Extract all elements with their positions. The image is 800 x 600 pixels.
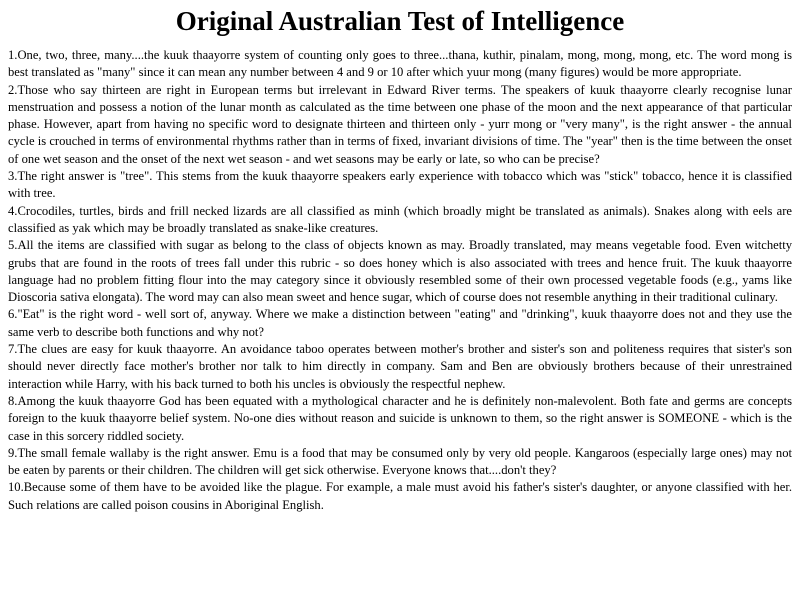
answer-item-10: 10.Because some of them have to be avoided like the plague. For example, a male must avoid his father's sister's daughter, or anyone classified with her. Such relations are called poison cousins in Aboriginal English. xyxy=(8,480,792,512)
answer-item-9: 9.The small female wallaby is the right answer. Emu is a food that may be consumed only by very old people. Kangaroos (especially large ones) may not be eaten by parents or their children. The children will get sick otherwise. Everyone knows that....don't they? xyxy=(8,445,792,478)
page-title: Original Australian Test of Intelligence xyxy=(175,6,625,36)
answer-item-7: 7.The clues are easy for kuuk thaayorre. An avoidance taboo operates between mother's brother and sister's son and politeness requires that sister's son should never directly face mother's brother nor talk to him directly in company. Sam and Ben are obviously brothers because of their unrestrained interaction while Harry, with his back turned to both his uncles is obviously the respectful nephew. xyxy=(8,342,792,391)
answer-item-4: 4.Crocodiles, turtles, birds and frill necked lizards are all classified as minh (which broadly might be translated as animals). Snakes along with eels are classified as yak which may be broadly translated as snake-like creatures. xyxy=(8,203,792,235)
answer-item-5: 5.All the items are classified with sugar as belong to the class of objects known as may. Broadly translated, may means vegetable food. Even witchetty grubs that are found in the roots of trees fall under this rubric - so does honey which is also associated with trees and hence fruit. The kuuk thaayorre language had no problem fitting flour into the may category since it obviously resembled some of their own processed vegetable foods (e.g., yams like Dioscoria sativa elongata). The word may can also mean sweet and hence sugar, which of course does not resemble anything in their traditional culinary. xyxy=(8,238,792,305)
answer-item-3: 3.The right answer is "tree". This stems from the kuuk thaayorre speakers early experience with tobacco which was "stick" tobacco, hence it is classified with tree. xyxy=(8,169,792,201)
answer-item-6: 6."Eat" is the right word - well sort of, anyway. Where we make a distinction between "eating" and "drinking", kuuk thaayorre does not and they use the same verb to describe both functions and why not? xyxy=(8,307,792,339)
answer-item-2: 2.Those who say thirteen are right in European terms but irrelevant in Edward River terms. The speakers of kuuk thaayorre clearly recognise lunar menstruation and possess a notion of the lunar month as calculated as the time between one phase of the moon and the next appearance of that particular phase. However, apart from having no specific word to designate thirteen and thirteen only - yurr mong or "very many", is the right answer - the annual cycle is crouched in terms of environmental rhythms rather than in terms of fixed, invariant divisions of time. The "year" then is the time between the onset of one wet season and the onset of the next wet season - and wet seasons may be early or late, so who can be precise? xyxy=(8,82,792,166)
answer-list xyxy=(8,47,792,514)
answer-item-8: 8.Among the kuuk thaayorre God has been equated with a mythological character and he is definitely non-malevolent. Both fate and germs are concepts foreign to the kuuk thaayorre belief system. No-one dies without reason and suicide is unknown to them, so the right answer is SOMEONE - which is the case in this sorcery riddled society. xyxy=(8,393,792,443)
answer-item-1: 1.One, two, three, many....the kuuk thaayorre system of counting only goes to three...thana, kuthir, pinalam, mong, mong, mong, etc. The word mong is best translated as "many" since it can mean any number between 4 and 9 or 10 after which yuur mong (many figures) would be more appropriate. xyxy=(8,48,792,80)
